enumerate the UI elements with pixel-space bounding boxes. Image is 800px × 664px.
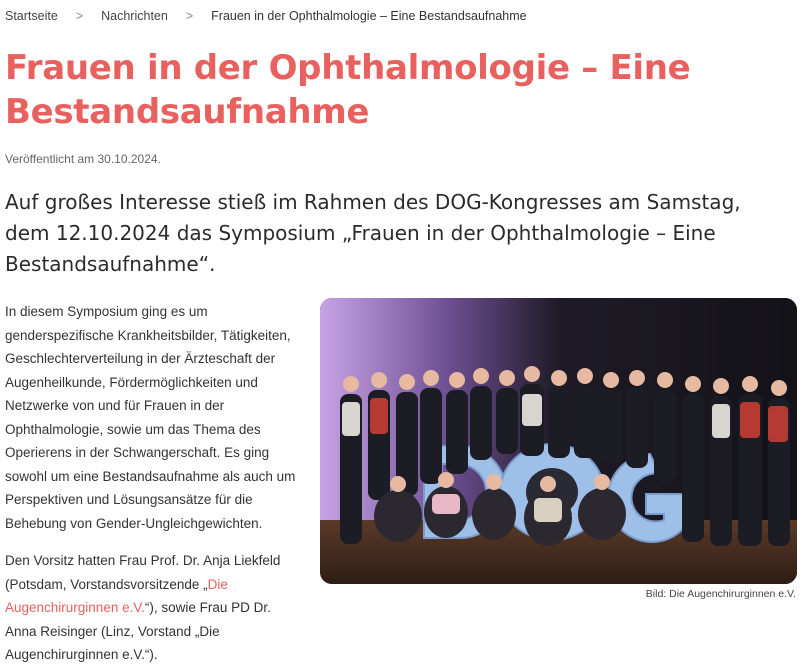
breadcrumb-separator: > <box>185 9 194 23</box>
group-photo-illustration <box>320 298 797 584</box>
article-paragraph-2 <box>5 549 301 664</box>
breadcrumb-current: Frauen in der Ophthalmologie – Eine Bestandsaufnahme <box>211 9 527 23</box>
augenchirurginnen-link[interactable]: Die Augenchirurginnen e.V. <box>5 576 228 615</box>
page-title: Frauen in der Ophthalmologie – Eine Bestandsaufnahme <box>5 48 691 132</box>
article-lead: Auf großes Interesse stieß im Rahmen des DOG-Kongresses am Samstag, dem 12.10.2024 das Symposium „Frauen in der Ophthalmologie – Eine Bestandsaufnahme“. <box>5 190 741 276</box>
paragraph-2-text-start: Den Vorsitz hatten Frau Prof. Dr. Anja Liekfeld (Potsdam, Vorstandsvorsitzende „ <box>5 553 281 592</box>
article-paragraph-1: In diesem Symposium ging es um genderspezifische Krankheitsbilder, Tätigkeiten, Geschlechterverteilung in der Ärzteschaft der Augenheilkunde, Fördermöglichkeiten und Netzwerke von und für Frauen in der Ophthalmologie, sowie um das Thema des Operierens in der Schwangerschaft. Es ging sowohl um eine Bestandsaufnahme als auch um Perspektiven und Lösungsansätze für die Behebung von Gender-Ungleichgewichten. <box>5 304 296 531</box>
breadcrumb-home-link[interactable]: Startseite <box>5 9 58 23</box>
paragraph-2-text-end: “), sowie Frau PD Dr. Anna Reisinger (Linz, Vorstand „Die Augenchirurginnen e.V.“). <box>5 600 271 662</box>
breadcrumb <box>5 9 527 23</box>
image-caption: Bild: Die Augenchirurginnen e.V. <box>645 588 796 600</box>
breadcrumb-separator: > <box>75 9 84 23</box>
article-photo <box>320 298 797 584</box>
published-date: Veröffentlicht am 30.10.2024. <box>5 152 161 166</box>
article-body <box>5 300 301 664</box>
breadcrumb-news-link[interactable]: Nachrichten <box>101 9 168 23</box>
